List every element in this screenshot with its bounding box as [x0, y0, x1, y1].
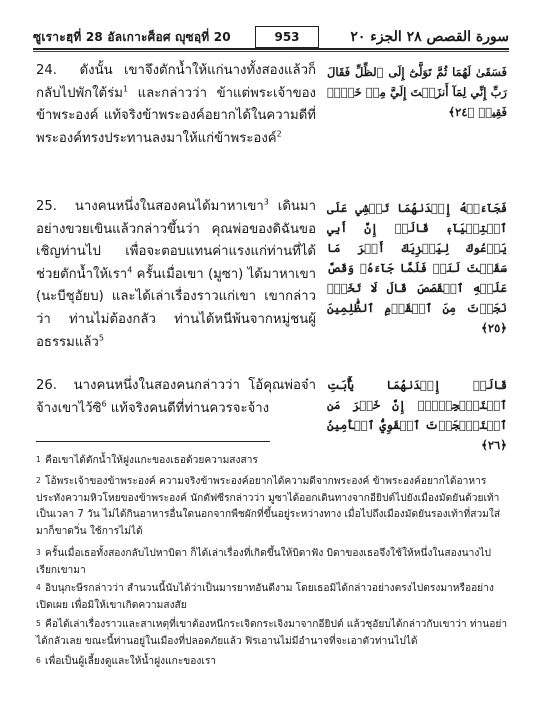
- footnote-ref: 3: [263, 197, 269, 207]
- footnote-ref: 2: [276, 129, 282, 139]
- footnote-text: อิบนุกะษีรกล่าวว่า สำนวนนี้นับได้ว่าเป็นมารยาทอันดีงาม โดยเธอมิได้กล่าวอย่างตรงไปตรงมาหรืออย่างเปิดเผย เพื่อมิให้เขาเกิดความสงสัย: [36, 583, 494, 611]
- footnote-text: ครั้นเมื่อเธอทั้งสองกลับไปหาบิดา ก็ได้เล่าเรื่องที่เกิดขึ้นให้บิดาฟัง บิดาของเธอจึงใช้ให้หนึ่งในสองนางไปเรียกเขามา: [36, 548, 491, 576]
- footnote-text: คือได้เล่าเรื่องราวและสาเหตุที่เขาต้องหนีกระเจิดกระเจิงมาจากอียิปต์ แล้วชุอัยบได้กล่าวกับเขาว่า ท่านอย่าได้กลัวเลย ขณะนี้ท่านอยู่ในเมืองที่ปลอดภัยแล้ว ฟิรเอานไม่มีอำนาจที่จะเอาตัวท่านไปได้: [36, 619, 508, 647]
- page-number: 953: [255, 26, 319, 48]
- footnote-6: [36, 654, 508, 671]
- header-rule: [33, 51, 509, 52]
- verse-24-translation: [36, 60, 316, 150]
- surah-info-arabic: سورة القصص ٢٨ الجزء ٢٠: [350, 29, 509, 45]
- footnote-ref: 5: [98, 333, 104, 343]
- verse-25-arabic: فَجَآءَتۡهُ إِحۡدَىٰهُمَا تَمۡشِي عَلَى ٱسۡتِحۡيَآءٖ قَالَتۡ إِنَّ أَبِي يَدۡعُوكَ لِيَجۡزِيَكَ أَجۡرَ مَا سَقَيۡتَ لَنَاۚ فَلَمَّا جَآءَهُۥ وَقَصَّ عَلَيۡهِ ٱلۡقَصَصَ قَالَ لَا تَخَفۡۖ نَجَوۡتَ مِنَ ٱلۡقَوۡمِ ٱلظَّٰلِمِينَ ﴿٢٥﴾: [327, 201, 507, 335]
- footnote-ref: 1: [122, 84, 128, 94]
- footnote-number: 5: [36, 619, 41, 628]
- footnote-text: เพื่อเป็นผู้เลี้ยงดูและให้น้ำฝูงแกะของเรา: [45, 656, 217, 667]
- verse-text: นางคนหนึ่งในสองคนกล่าวว่า โอ้คุณพ่อจ๋า จ้างเขาไว้ซิ: [36, 378, 316, 416]
- footnote-number: 1: [36, 455, 41, 464]
- footnote-separator: [36, 441, 270, 442]
- verse-text: และกล่าวว่า ข้าแต่พระเจ้าของข้าพระองค์ แท้จริงข้าพระองค์อยากได้ในความดีที่พระองค์ทรงประทานลงมาให้แก่ข้าพระองค์: [36, 85, 316, 146]
- footnote-number: 6: [36, 656, 41, 665]
- footnote-4: [36, 581, 508, 614]
- footnote-5: [36, 617, 508, 650]
- verse-24-arabic: فَسَقَىٰ لَهُمَا ثُمَّ تَوَلَّىٰٓ إِلَى ٱلظِّلِّ فَقَالَ رَبِّ إِنِّي لِمَآ أَنزَلۡتَ إِلَيَّ مِنۡ خَيۡرٖ فَقِيرٞ ﴿٢٤﴾: [327, 65, 507, 119]
- footnote-number: 4: [36, 583, 41, 592]
- footnote-text: โอ้พระเจ้าของข้าพระองค์ ความจริงข้าพระองค์อยากได้ความดีจากพระองค์ ข้าพระองค์อยากได้อาหารประทังความหิวโหยของข้าพระองค์ นักตัฟซีรกล่าวว่า มูซาได้ออกเดินทางจากอียิปต์ไปยังเมืองมัดยันด้วยเท้า เป็นเวลา 7 วัน ไม่ได้กินอาหารอื่นใดนอกจากพืชผักที่ขึ้นอยู่ระหว่างทาง เมื่อไปถึงเมืองมัดยันรองเท้าที่สวมใส่มาก็ขาดวิ่น ใช้การไม่ได้: [36, 476, 501, 537]
- verse-26-translation: [36, 375, 316, 420]
- footnote-ref: 6: [101, 399, 107, 409]
- surah-info-thai: ซูเราะฮฺที่ 28 อัลเกาะศ็อศ ญุซอฺที่ 20: [33, 29, 231, 44]
- footnote-text: คือเขาได้ตักน้ำให้ฝูงแกะของเธอด้วยความสงสาร: [45, 455, 258, 466]
- footnote-2: [36, 474, 508, 540]
- footnote-ref: 4: [127, 265, 133, 275]
- footnote-1: [36, 453, 508, 470]
- verse-text: ครั้นเมื่อเขา (มูซา) ได้มาหาเขา (นะบีชุอัยบ) และได้เล่าเรื่องราวแก่เขา เขากล่าวว่า ท่านไม่ต้องกลัว ท่านได้หนีพ้นจากหมู่ชนผู้อธรรมแล้ว: [36, 266, 316, 350]
- verse-26-arabic: قَالَتۡ إِحۡدَىٰهُمَا يَٰٓأَبَتِ ٱسۡتَـٔۡجِرۡهُۖ إِنَّ خَيۡرَ مَنِ ٱسۡتَـٔۡجَرۡتَ ٱلۡقَوِيُّ ٱلۡأَمِينُ ﴿٢٦﴾: [327, 378, 507, 452]
- verse-number: 26.: [36, 378, 57, 393]
- verse-number: 24.: [36, 63, 57, 78]
- page-header: [33, 26, 509, 50]
- verse-text: เดินมาอย่างขวยเขินแล้วกล่าวขึ้นว่า คุณพ่อของดิฉันขอเชิญท่านไป เพื่อจะตอบแทนค่าแรงแก่ท่านที่ได้ช่วยตักน้ำให้เรา: [36, 199, 316, 282]
- footnote-3: [36, 546, 508, 579]
- verse-text: ดังนั้น เขาจึงตักน้ำให้แก่นางทั้งสองแล้วก็กลับไปพักใต้ร่ม: [36, 63, 316, 101]
- verse-text: นางคนหนึ่งในสองคนได้มาหาเขา: [74, 199, 264, 214]
- verse-number: 25.: [36, 199, 57, 214]
- footnote-number: 3: [36, 548, 41, 557]
- footnote-number: 2: [36, 476, 41, 485]
- verse-text: แท้จริงคนดีที่ท่านควรจะจ้าง: [106, 400, 270, 416]
- verse-25-translation: [36, 196, 316, 354]
